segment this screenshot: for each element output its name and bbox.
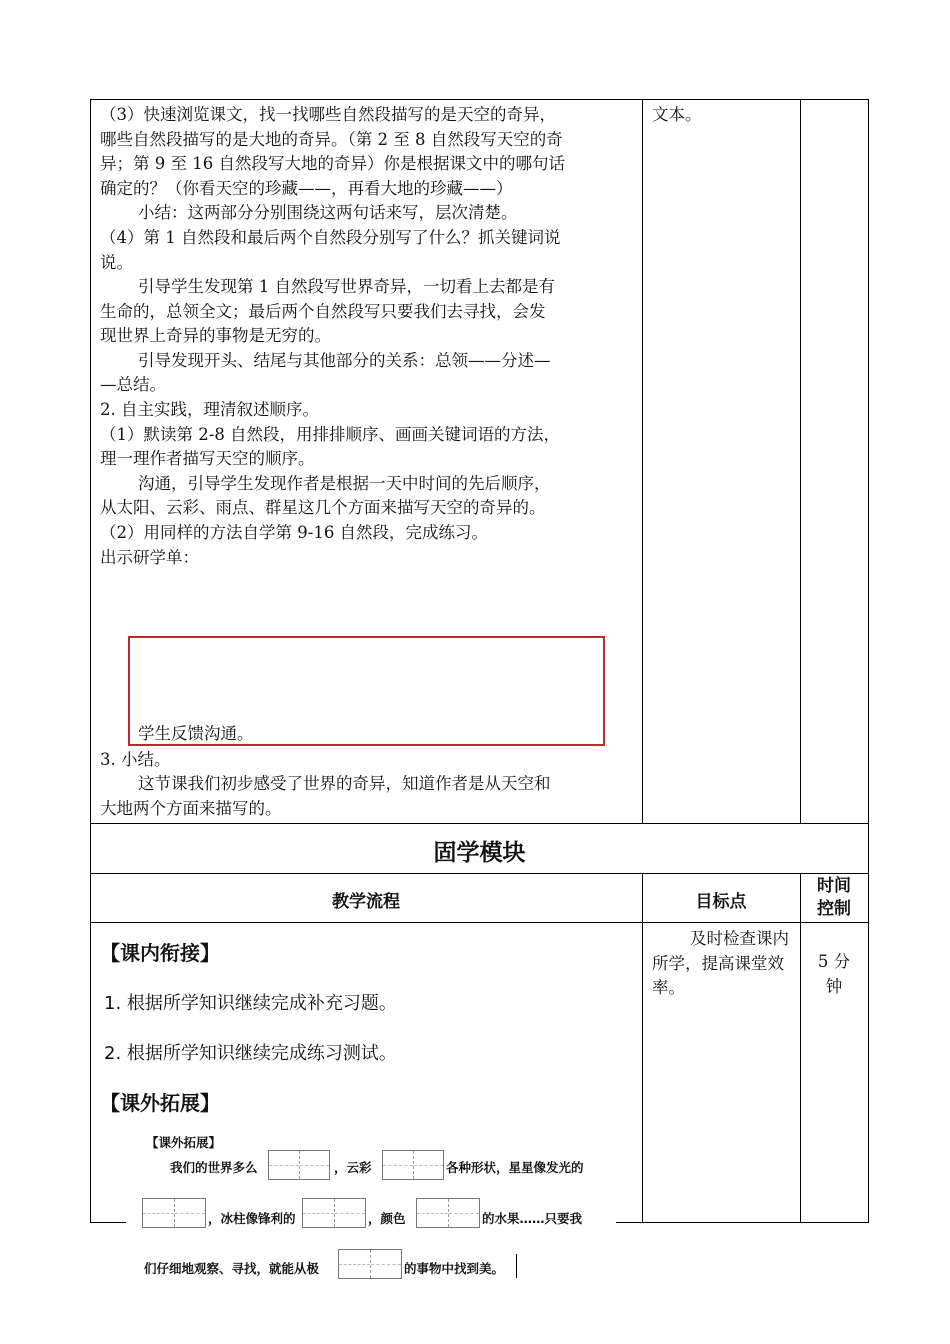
row-divider-3 xyxy=(90,922,869,923)
paragraph-line: 引导学生发现第 1 自然段写世界奇异，一切看上去都是有 xyxy=(138,277,555,296)
time-text-module: 5 分钟 xyxy=(817,952,851,996)
paragraph-line: 沟通，引导学生发现作者是根据一天中时间的先后顺序， xyxy=(138,474,551,493)
blank-box xyxy=(416,1198,480,1228)
exercise-item-2: 2. 根据所学知识继续完成练习测试。 xyxy=(104,1043,397,1064)
worksheet-text: 们仔细地观察、寻找，就能从极 xyxy=(144,1261,320,1276)
paragraph-line: 生命的，总领全文；最后两个自然段写只要我们去寻找，会发 xyxy=(100,302,546,321)
paragraph-line: 哪些自然段描写的是大地的奇异。（第 2 至 8 自然段写天空的奇 xyxy=(100,130,563,149)
paragraph-line: —总结。 xyxy=(100,375,166,394)
paragraph-line: 说。 xyxy=(100,253,133,272)
worksheet-label: 【课外拓展】 xyxy=(146,1135,222,1150)
paragraph-line: 从太阳、云彩、雨点、群星这几个方面来描写天空的奇异的。 xyxy=(100,498,546,517)
paragraph-line: 现世界上奇异的事物是无穷的。 xyxy=(100,326,331,345)
module-title: 固学模块 xyxy=(433,840,526,866)
row-divider-1 xyxy=(90,823,869,824)
column-header-time: 时间控制 xyxy=(817,876,851,919)
column-header-target: 目标点 xyxy=(695,892,747,912)
paragraph-line: 出示研学单： xyxy=(100,548,199,567)
target-text-top: 文本。 xyxy=(652,105,702,124)
text-cursor xyxy=(516,1254,517,1278)
column-header-process: 教学流程 xyxy=(332,892,400,912)
table-border-bottom-right xyxy=(616,1222,869,1223)
worksheet-text: 的水果……只要我 xyxy=(482,1211,583,1226)
worksheet-text: ，冰柱像锋利的 xyxy=(208,1211,296,1226)
inclass-heading: 【课内衔接】 xyxy=(100,941,220,965)
worksheet-text: 的事物中找到美。 xyxy=(404,1261,505,1276)
paragraph-line: 2. 自主实践，理清叙述顺序。 xyxy=(100,400,319,419)
paragraph-line: 确定的？（你看天空的珍藏——，再看大地的珍藏——） xyxy=(100,179,513,198)
table-border-left xyxy=(90,99,91,1223)
paragraph-line: （1）默读第 2-8 自然段，用排排顺序、画画关键词语的方法， xyxy=(100,425,561,444)
summary-line: 大地两个方面来描写的。 xyxy=(100,799,282,818)
paragraph-line: 引导发现开头、结尾与其他部分的关系：总领——分述— xyxy=(138,351,551,370)
blank-box xyxy=(268,1150,330,1180)
blank-box xyxy=(338,1249,402,1279)
outclass-heading: 【课外拓展】 xyxy=(100,1091,220,1115)
blank-box xyxy=(302,1198,366,1228)
worksheet-text: ，颜色 xyxy=(368,1211,406,1226)
col-divider-2-top xyxy=(800,99,801,823)
row-divider-2 xyxy=(90,873,869,874)
col-divider-2-bottom xyxy=(800,873,801,1223)
summary-line: 这节课我们初步感受了世界的奇异，知道作者是从天空和 xyxy=(138,774,551,793)
paragraph-line: （3）快速浏览课文，找一找哪些自然段描写的是天空的奇异， xyxy=(100,105,556,124)
table-border-bottom-left xyxy=(90,1222,126,1223)
worksheet-text: 各种形状，星星像发光的 xyxy=(446,1160,584,1175)
paragraph-line: （2）用同样的方法自学第 9-16 自然段，完成练习。 xyxy=(100,523,489,542)
summary-heading: 3. 小结。 xyxy=(100,750,171,769)
exercise-item-1: 1. 根据所学知识继续完成补充习题。 xyxy=(104,993,397,1014)
col-divider-1-bottom xyxy=(642,873,643,1223)
blank-box xyxy=(382,1150,444,1180)
paragraph-line: （4）第 1 自然段和最后两个自然段分别写了什么？抓关键词说 xyxy=(100,228,561,247)
target-text-module: 及时检查课内所学，提高课堂效率。 xyxy=(652,929,789,997)
table-border-top xyxy=(90,99,869,100)
paragraph-line: 理一理作者描写天空的顺序。 xyxy=(100,449,315,468)
table-border-right xyxy=(868,99,869,1223)
blank-box xyxy=(142,1198,206,1228)
paragraph-line: 异；第 9 至 16 自然段写大地的奇异）你是根据课文中的哪句话 xyxy=(100,154,565,173)
worksheet-text: 我们的世界多么 xyxy=(170,1160,258,1175)
feedback-text: 学生反馈沟通。 xyxy=(138,724,254,743)
worksheet-text: ，云彩 xyxy=(334,1160,372,1175)
paragraph-line: 小结：这两部分分别围绕这两句话来写，层次清楚。 xyxy=(138,203,518,222)
